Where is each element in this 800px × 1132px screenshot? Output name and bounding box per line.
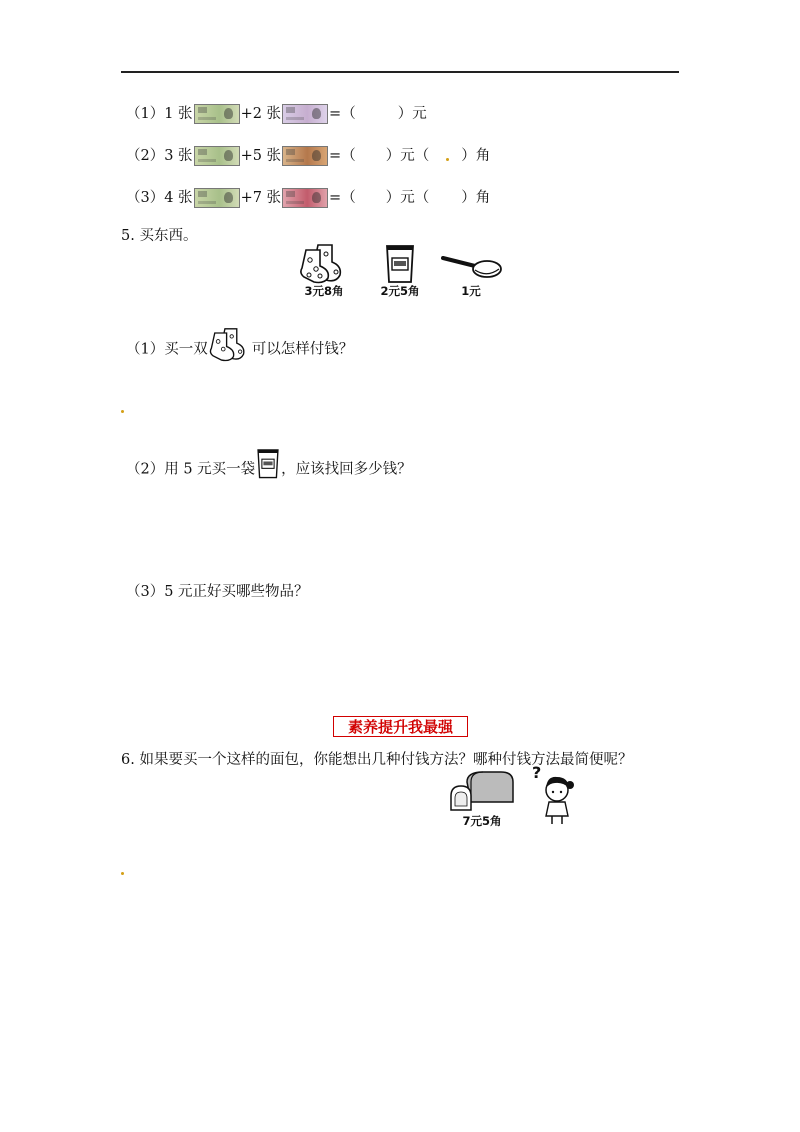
sub1-text-before: （1）买一双 (126, 341, 208, 358)
row-equals: =（ (329, 148, 356, 164)
spoon-item (438, 242, 504, 298)
two-jiao-note-icon (282, 146, 328, 166)
q5-title: 5. 买东西。 (121, 228, 198, 244)
answer-unit-yuan: ）元（ (385, 148, 430, 164)
section-banner: 素养提升我最强 (333, 716, 468, 737)
one-yuan-note-icon (194, 104, 240, 124)
girl-figure (530, 763, 580, 828)
one-yuan-note-icon (194, 146, 240, 166)
q6-text: 6. 如果要买一个这样的面包，你能想出几种付钱方法？哪种付钱方法最简便呢？ (121, 752, 633, 768)
q5-sub-2 (126, 446, 412, 480)
row-plus: +2 张 (240, 106, 282, 122)
bread-price: 7元5角 (462, 814, 502, 828)
q4-row-2 (126, 146, 490, 166)
question-mark: ? (532, 763, 542, 782)
five-jiao-note-icon (282, 104, 328, 124)
q5-sub-1 (126, 326, 353, 356)
q5-sub-3: （3）5 元正好买哪些物品？ (126, 584, 309, 600)
snack-price: 2元5角 (380, 284, 420, 298)
header-rule (121, 71, 679, 73)
speck (121, 410, 124, 413)
speck (121, 872, 124, 875)
socks-item (296, 242, 352, 298)
sub1-text-after: 可以怎样付钱？ (251, 341, 354, 358)
socks-price: 3元8角 (304, 284, 344, 298)
answer-unit-yuan: ）元 (397, 106, 427, 122)
socks-icon (298, 242, 350, 284)
bread-item (448, 768, 516, 828)
answer-unit-jiao: ）角 (461, 148, 491, 164)
one-jiao-note-icon (282, 188, 328, 208)
spoon-price: 1元 (461, 284, 481, 298)
q4-row-3 (126, 188, 490, 208)
row-equals: =（ (329, 190, 356, 206)
spoon-icon (439, 242, 503, 284)
snack-bag-icon (383, 242, 417, 284)
answer-unit-jiao: ）角 (461, 190, 491, 206)
row-plus: +7 张 (240, 190, 282, 206)
row-number: （3）4 张 (126, 190, 193, 206)
snack-item (376, 242, 424, 298)
snack-bag-icon (255, 446, 281, 493)
one-yuan-note-icon (194, 188, 240, 208)
sub2-text-after: ，应该找回多少钱？ (281, 461, 412, 478)
row-plus: +5 张 (240, 148, 282, 164)
row-number: （2）3 张 (126, 148, 193, 164)
speck (446, 158, 449, 161)
sub2-text-before: （2）用 5 元买一袋 (126, 461, 256, 478)
bread-icon (449, 768, 515, 814)
answer-unit-yuan: ）元（ (385, 190, 430, 206)
q4-row-1 (126, 104, 427, 124)
row-number: （1）1 张 (126, 106, 193, 122)
row-equals: =（ (329, 106, 356, 122)
socks-icon (208, 326, 252, 373)
